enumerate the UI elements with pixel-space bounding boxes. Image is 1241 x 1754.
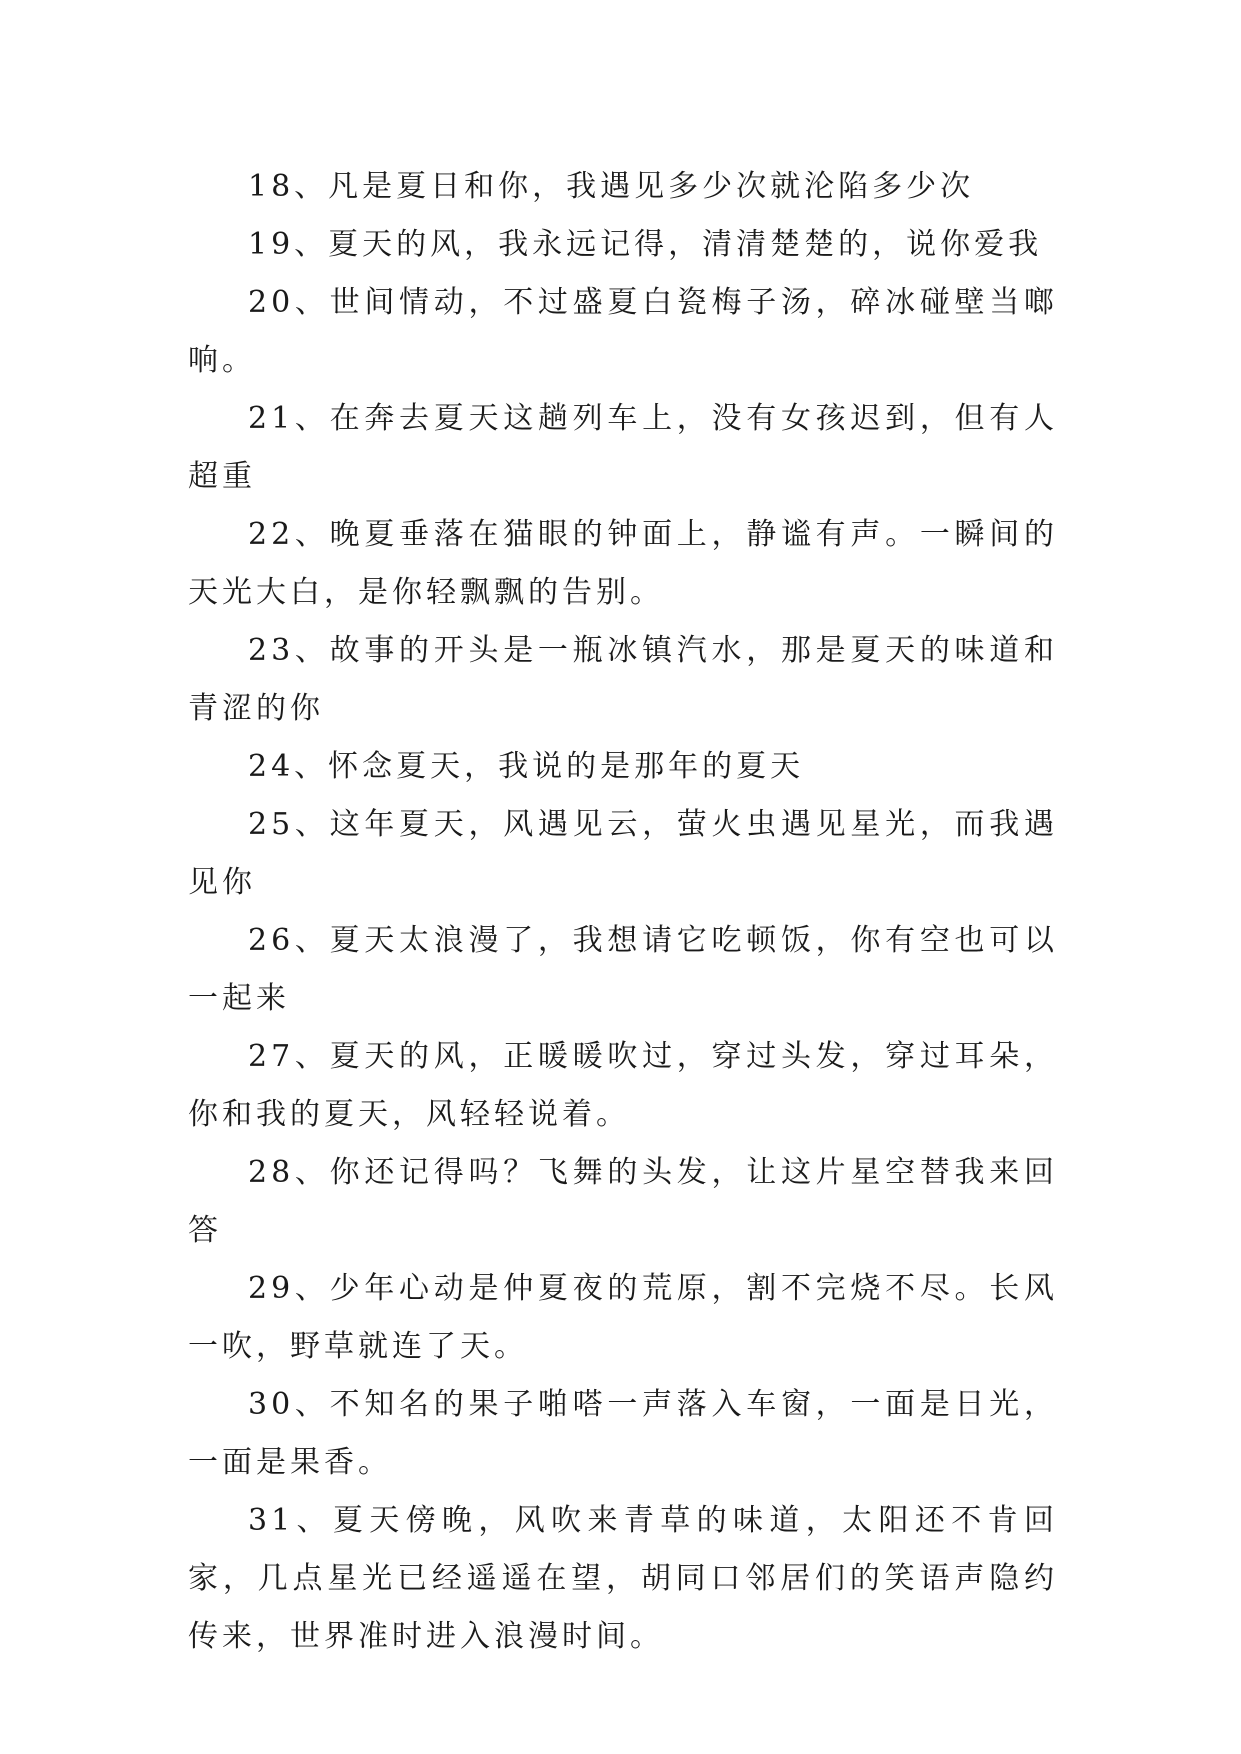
paragraph-26: 26、夏天太浪漫了，我想请它吃顿饭，你有空也可以一起来 (188, 923, 1058, 1016)
paragraph-29: 29、少年心动是仲夏夜的荒原，割不完烧不尽。长风一吹，野草就连了天。 (188, 1271, 1058, 1364)
paragraph-28: 28、你还记得吗？飞舞的头发，让这片星空替我来回答 (188, 1155, 1058, 1248)
paragraph-21: 21、在奔去夏天这趟列车上，没有女孩迟到，但有人超重 (188, 401, 1058, 494)
paragraph-22: 22、晚夏垂落在猫眼的钟面上，静谧有声。一瞬间的天光大白，是你轻飘飘的告别。 (188, 517, 1058, 610)
paragraph-24: 24、怀念夏天，我说的是那年的夏天 (248, 749, 805, 784)
paragraph-23: 23、故事的开头是一瓶冰镇汽水，那是夏天的味道和青涩的你 (188, 633, 1058, 726)
paragraph-30: 30、不知名的果子啪嗒一声落入车窗，一面是日光，一面是果香。 (188, 1387, 1058, 1480)
paragraph-25: 25、这年夏天，风遇见云，萤火虫遇见星光，而我遇见你 (188, 807, 1058, 900)
paragraph-20: 20、世间情动，不过盛夏白瓷梅子汤，碎冰碰壁当啷响。 (188, 285, 1058, 378)
paragraph-18: 18、凡是夏日和你，我遇见多少次就沦陷多少次 (248, 169, 975, 204)
document-body (188, 158, 1058, 1666)
paragraph-27: 27、夏天的风，正暖暖吹过，穿过头发，穿过耳朵，你和我的夏天，风轻轻说着。 (188, 1039, 1058, 1132)
paragraph-31: 31、夏天傍晚，风吹来青草的味道，太阳还不肯回家，几点星光已经遥遥在望，胡同口邻居们的笑语声隐约传来，世界准时进入浪漫时间。 (188, 1503, 1058, 1654)
paragraph-19: 19、夏天的风，我永远记得，清清楚楚的，说你爱我 (248, 227, 1043, 262)
